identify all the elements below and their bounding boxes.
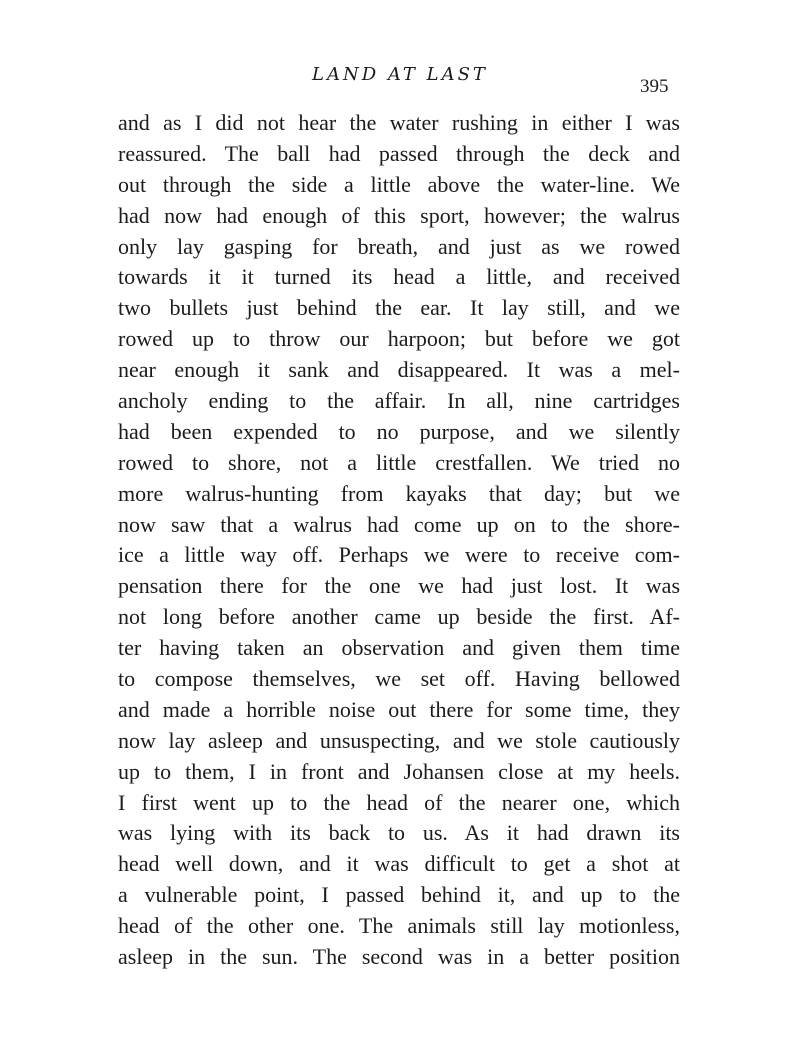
text-line: towards it it turned its head a little, and received (118, 264, 680, 290)
text-line: asleep in the sun. The second was in a better position (118, 944, 680, 970)
text-line: reassured. The ball had passed through the deck and (118, 140, 680, 166)
text-line: head of the other one. The animals still lay motionless, (118, 913, 680, 939)
page-number: 395 (640, 76, 669, 97)
text-line: ter having taken an observation and given them time (118, 635, 680, 661)
text-line: not long before another came up beside the first. Af- (118, 604, 680, 630)
text-line: only lay gasping for breath, and just as we rowed (118, 233, 680, 259)
text-line: out through the side a little above the water-line. We (118, 171, 680, 197)
text-line: to compose themselves, we set off. Having bellowed (118, 666, 680, 692)
text-line: head well down, and it was difficult to get a shot at (118, 851, 680, 877)
text-line: had been expended to no purpose, and we silently (118, 418, 680, 444)
text-line: was lying with its back to us. As it had drawn its (118, 820, 680, 846)
text-line: and made a horrible noise out there for some time, they (118, 696, 680, 722)
text-line: rowed up to throw our harpoon; but before we got (118, 326, 680, 352)
text-line: pensation there for the one we had just lost. It was (118, 573, 680, 599)
text-line: ancholy ending to the affair. In all, nine cartridges (118, 388, 680, 414)
text-line: more walrus-hunting from kayaks that day; but we (118, 480, 680, 506)
text-line: up to them, I in front and Johansen close at my heels. (118, 758, 680, 784)
text-line: ice a little way off. Perhaps we were to receive com- (118, 542, 680, 568)
text-line: near enough it sank and disappeared. It was a mel- (118, 357, 680, 383)
text-line: I first went up to the head of the nearer one, which (118, 789, 680, 815)
running-title: LAND AT LAST (312, 64, 488, 85)
text-line: now saw that a walrus had come up on to the shore- (118, 511, 680, 537)
text-line: rowed to shore, not a little crestfallen. We tried no (118, 449, 680, 475)
text-line: a vulnerable point, I passed behind it, and up to the (118, 882, 680, 908)
text-line: now lay asleep and unsuspecting, and we stole cautiously (118, 727, 680, 753)
text-line: and as I did not hear the water rushing in either I was (118, 110, 680, 135)
text-line: two bullets just behind the ear. It lay still, and we (118, 295, 680, 321)
text-line: had now had enough of this sport, however; the walrus (118, 202, 680, 228)
body-text (118, 108, 680, 973)
